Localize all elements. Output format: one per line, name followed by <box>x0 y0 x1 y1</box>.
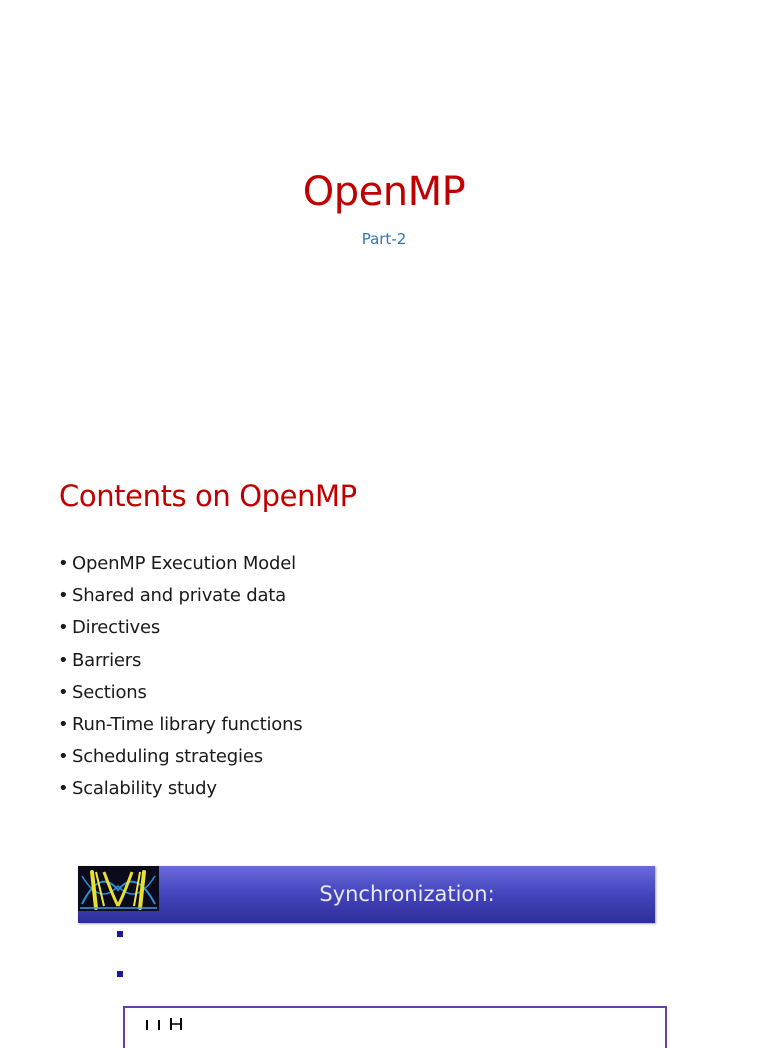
contents-title: Contents on OpenMP <box>59 479 357 513</box>
bullet-dot-icon: • <box>58 617 69 639</box>
square-bullet-icon <box>117 931 123 937</box>
list-item <box>58 741 302 773</box>
bullet-dot-icon: • <box>58 585 69 607</box>
list-item <box>58 709 302 741</box>
cut-off-text-icon <box>141 1014 201 1030</box>
list-item <box>58 548 302 580</box>
code-snippet-box <box>123 1006 667 1048</box>
bullet-dot-icon: • <box>58 681 69 703</box>
synchronization-title: Synchronization: <box>319 882 495 906</box>
bullet-dot-icon: • <box>58 778 69 800</box>
slide-title-openmp: OpenMP <box>302 169 466 215</box>
synchronization-banner <box>78 866 655 923</box>
list-item-label: Scheduling strategies <box>72 746 263 768</box>
bridge-logo-icon <box>78 866 159 911</box>
bullet-dot-icon: • <box>58 713 69 735</box>
list-item-label: Run-Time library functions <box>72 713 303 735</box>
list-item <box>58 677 302 709</box>
list-item-label: Sections <box>72 681 147 703</box>
square-bullet-icon <box>117 971 123 977</box>
list-item <box>58 773 302 805</box>
list-item-label: Scalability study <box>72 778 217 800</box>
list-item-label: Shared and private data <box>72 585 286 607</box>
bullet-dot-icon: • <box>58 553 69 574</box>
list-item <box>58 612 302 644</box>
list-item-label: Barriers <box>72 649 142 671</box>
contents-list <box>58 548 302 806</box>
bullet-dot-icon: • <box>58 746 69 768</box>
list-item <box>58 645 302 677</box>
bullet-dot-icon: • <box>58 649 69 671</box>
slide-subtitle: Part-2 <box>361 230 407 248</box>
list-item-label: Directives <box>72 617 161 639</box>
list-item <box>58 580 302 612</box>
list-item-label: OpenMP Execution Model <box>72 553 296 574</box>
